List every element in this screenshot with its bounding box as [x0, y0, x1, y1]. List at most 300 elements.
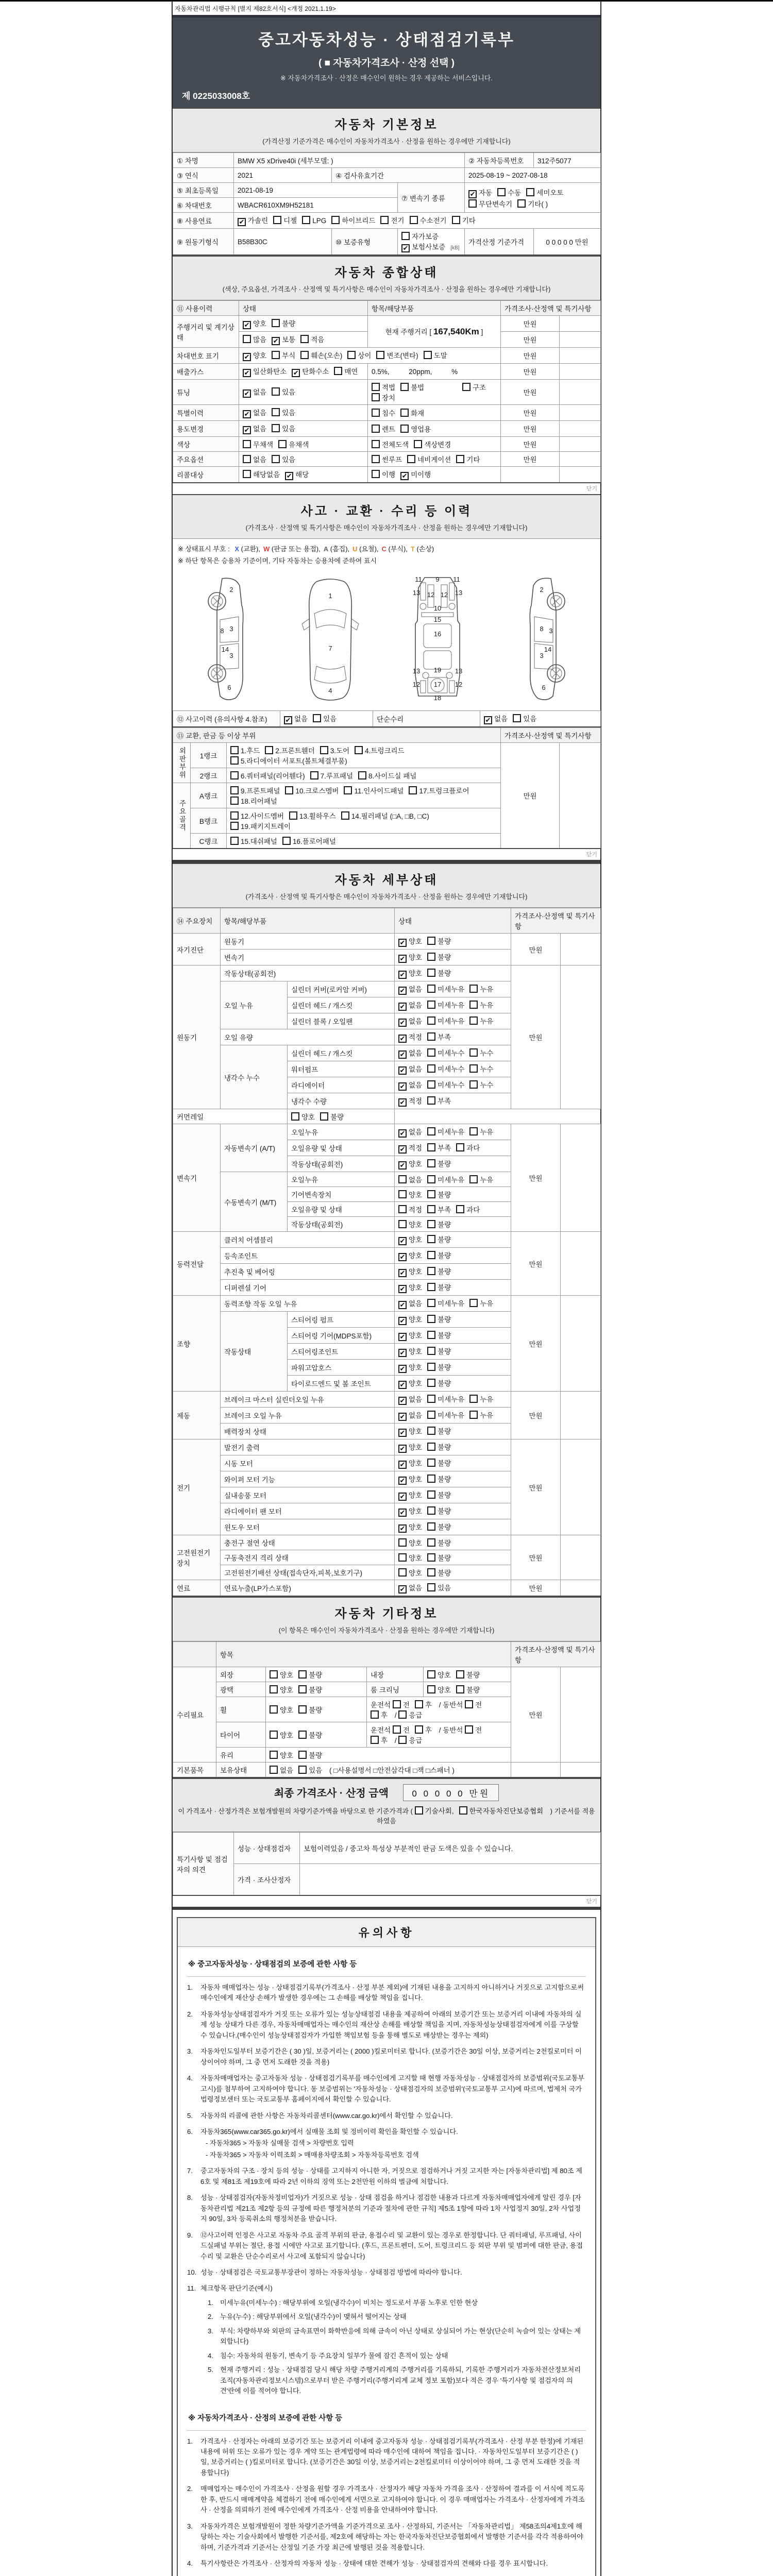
empty-box-icon[interactable]: [372, 393, 380, 401]
checkbox-option[interactable]: [398, 1537, 422, 1548]
empty-box-icon[interactable]: [427, 1267, 435, 1275]
empty-box-icon[interactable]: [398, 1553, 407, 1562]
checked-box-icon[interactable]: ✔: [398, 1317, 407, 1325]
checkbox-option[interactable]: [407, 454, 451, 464]
checkbox-option[interactable]: [469, 1174, 493, 1184]
checked-box-icon[interactable]: ✔: [285, 472, 293, 480]
empty-box-icon[interactable]: [300, 335, 309, 343]
empty-box-icon[interactable]: [230, 796, 239, 805]
collapse-link[interactable]: 닫기: [586, 1899, 597, 1905]
checkbox-option[interactable]: [398, 1266, 422, 1277]
empty-box-icon[interactable]: [371, 1710, 379, 1719]
checkbox-option[interactable]: [427, 1174, 464, 1184]
checked-box-icon[interactable]: ✔: [398, 939, 407, 947]
checkbox-option[interactable]: [484, 713, 508, 724]
checkbox-option[interactable]: [347, 350, 371, 360]
empty-box-icon[interactable]: [334, 367, 342, 375]
empty-box-icon[interactable]: [344, 786, 352, 794]
empty-box-icon[interactable]: [465, 1700, 473, 1708]
empty-box-icon[interactable]: [469, 1080, 478, 1089]
checked-box-icon[interactable]: ✔: [398, 1098, 407, 1107]
empty-box-icon[interactable]: [469, 1299, 478, 1307]
checkbox-option[interactable]: [230, 755, 347, 766]
empty-box-icon[interactable]: [526, 188, 534, 196]
checkbox-option[interactable]: [380, 215, 404, 225]
empty-box-icon[interactable]: [372, 425, 380, 433]
checkbox-option[interactable]: [398, 1063, 422, 1075]
empty-box-icon[interactable]: [398, 1568, 407, 1577]
checkbox-option[interactable]: [427, 1410, 464, 1420]
checked-box-icon[interactable]: ✔: [243, 369, 251, 377]
checkbox-option[interactable]: [427, 1250, 451, 1260]
checkbox-option[interactable]: [427, 1330, 451, 1340]
checkbox-option[interactable]: [459, 1805, 543, 1816]
empty-box-icon[interactable]: [427, 1251, 435, 1259]
checkbox-option[interactable]: [468, 187, 492, 198]
checkbox-option[interactable]: [427, 968, 451, 978]
checkbox-option[interactable]: [415, 1805, 454, 1816]
empty-box-icon[interactable]: [497, 188, 506, 196]
checkbox-option[interactable]: [469, 984, 493, 994]
checkbox-option[interactable]: [427, 1669, 451, 1680]
empty-box-icon[interactable]: [415, 1725, 423, 1734]
empty-box-icon[interactable]: [427, 1685, 435, 1693]
checkbox-option[interactable]: [398, 1394, 422, 1405]
empty-box-icon[interactable]: [427, 1048, 435, 1057]
checkbox-option[interactable]: [230, 770, 305, 781]
checkbox-option[interactable]: [272, 386, 295, 397]
checkbox-option[interactable]: [401, 241, 445, 252]
checked-box-icon[interactable]: ✔: [243, 321, 251, 329]
empty-box-icon[interactable]: [282, 837, 291, 845]
empty-box-icon[interactable]: [427, 1299, 435, 1307]
checkbox-option[interactable]: [398, 968, 422, 979]
checkbox-option[interactable]: [398, 1314, 422, 1325]
checkbox-option[interactable]: [272, 350, 295, 360]
checkbox-option[interactable]: [427, 1204, 451, 1214]
empty-box-icon[interactable]: [427, 1127, 435, 1136]
empty-box-icon[interactable]: [456, 1205, 464, 1213]
checkbox-option[interactable]: [427, 1442, 451, 1452]
checkbox-option[interactable]: [469, 1047, 493, 1058]
checkbox-option[interactable]: [427, 1266, 451, 1276]
empty-box-icon[interactable]: [427, 937, 435, 945]
checkbox-option[interactable]: [427, 952, 451, 962]
empty-box-icon[interactable]: [427, 1143, 435, 1151]
checkbox-option[interactable]: [398, 1567, 422, 1578]
empty-box-icon[interactable]: [456, 1685, 464, 1693]
checkbox-option[interactable]: [372, 382, 395, 392]
checkbox-option[interactable]: [331, 215, 375, 225]
checkbox-option[interactable]: [497, 187, 521, 197]
checked-box-icon[interactable]: ✔: [398, 1365, 407, 1373]
empty-box-icon[interactable]: [265, 746, 273, 754]
checkbox-option[interactable]: [398, 1015, 422, 1027]
checked-box-icon[interactable]: ✔: [398, 1493, 407, 1501]
checkbox-option[interactable]: [300, 334, 324, 344]
empty-box-icon[interactable]: [393, 1700, 401, 1708]
empty-box-icon[interactable]: [298, 1705, 307, 1714]
checkbox-option[interactable]: [270, 1765, 293, 1775]
checkbox-option[interactable]: [398, 1735, 422, 1745]
checkbox-option[interactable]: [372, 423, 395, 434]
empty-box-icon[interactable]: [398, 1175, 407, 1183]
empty-box-icon[interactable]: [427, 969, 435, 977]
checkbox-option[interactable]: [401, 231, 439, 241]
checkbox-option[interactable]: [427, 1234, 451, 1244]
empty-box-icon[interactable]: [273, 216, 281, 224]
empty-box-icon[interactable]: [469, 985, 478, 993]
checkbox-option[interactable]: [320, 745, 349, 755]
empty-box-icon[interactable]: [398, 1736, 407, 1744]
empty-box-icon[interactable]: [410, 216, 418, 224]
checkbox-option[interactable]: [415, 1699, 432, 1709]
checkbox-option[interactable]: [398, 1219, 422, 1229]
checkbox-option[interactable]: [398, 1505, 422, 1517]
empty-box-icon[interactable]: [427, 1583, 435, 1591]
empty-box-icon[interactable]: [427, 1553, 435, 1562]
checkbox-option[interactable]: [398, 1582, 422, 1594]
checkbox-option[interactable]: [272, 334, 295, 345]
empty-box-icon[interactable]: [427, 1522, 435, 1531]
checkbox-option[interactable]: [398, 1142, 422, 1154]
empty-box-icon[interactable]: [393, 1725, 401, 1734]
checkbox-option[interactable]: [424, 350, 447, 360]
empty-box-icon[interactable]: [456, 1670, 464, 1679]
empty-box-icon[interactable]: [427, 1235, 435, 1243]
checked-box-icon[interactable]: ✔: [398, 1397, 407, 1405]
checkbox-option[interactable]: [243, 407, 266, 418]
checkbox-option[interactable]: [243, 439, 273, 449]
checkbox-option[interactable]: [272, 407, 295, 417]
checkbox-option[interactable]: [398, 1079, 422, 1091]
checkbox-option[interactable]: [243, 469, 280, 479]
checkbox-option[interactable]: [398, 1298, 422, 1309]
empty-box-icon[interactable]: [243, 470, 251, 478]
checkbox-option[interactable]: [398, 1709, 422, 1720]
checked-box-icon[interactable]: ✔: [398, 971, 407, 979]
checkbox-option[interactable]: [298, 1750, 322, 1760]
checkbox-option[interactable]: [371, 1735, 388, 1745]
empty-box-icon[interactable]: [427, 1443, 435, 1451]
empty-box-icon[interactable]: [372, 470, 380, 478]
checkbox-option[interactable]: [334, 366, 358, 376]
checkbox-option[interactable]: [398, 1552, 422, 1563]
empty-box-icon[interactable]: [409, 786, 417, 794]
checkbox-option[interactable]: [427, 1489, 451, 1500]
empty-box-icon[interactable]: [465, 1725, 473, 1734]
checkbox-option[interactable]: [265, 745, 314, 755]
checkbox-option[interactable]: [400, 423, 431, 434]
checked-box-icon[interactable]: ✔: [398, 1445, 407, 1453]
checkbox-option[interactable]: [398, 1346, 422, 1357]
empty-box-icon[interactable]: [272, 319, 280, 327]
empty-box-icon[interactable]: [415, 1806, 423, 1815]
checked-box-icon[interactable]: ✔: [398, 987, 407, 995]
empty-box-icon[interactable]: [427, 1395, 435, 1403]
checked-box-icon[interactable]: ✔: [398, 1035, 407, 1043]
checkbox-option[interactable]: [456, 454, 480, 464]
checkbox-option[interactable]: [243, 366, 287, 377]
checkbox-option[interactable]: [427, 1473, 451, 1484]
checkbox-option[interactable]: [358, 770, 416, 781]
checkbox-option[interactable]: [302, 216, 326, 225]
checked-box-icon[interactable]: ✔: [398, 1003, 407, 1011]
checkbox-option[interactable]: [398, 1234, 422, 1245]
empty-box-icon[interactable]: [469, 1048, 478, 1057]
checkbox-option[interactable]: [230, 745, 260, 755]
empty-box-icon[interactable]: [302, 216, 310, 224]
checkbox-option[interactable]: [298, 1669, 322, 1680]
checkbox-option[interactable]: [427, 1362, 451, 1372]
empty-box-icon[interactable]: [230, 811, 239, 820]
empty-box-icon[interactable]: [398, 1220, 407, 1228]
empty-box-icon[interactable]: [398, 1205, 407, 1213]
checkbox-option[interactable]: [427, 1582, 451, 1592]
empty-box-icon[interactable]: [427, 1363, 435, 1371]
checkbox-option[interactable]: [415, 1724, 432, 1735]
checkbox-option[interactable]: [427, 1047, 464, 1058]
checked-box-icon[interactable]: ✔: [468, 190, 477, 198]
empty-box-icon[interactable]: [427, 1283, 435, 1291]
empty-box-icon[interactable]: [347, 351, 356, 359]
empty-box-icon[interactable]: [400, 425, 409, 433]
empty-box-icon[interactable]: [517, 199, 526, 208]
checkbox-option[interactable]: [300, 350, 342, 360]
empty-box-icon[interactable]: [427, 1506, 435, 1515]
checkbox-option[interactable]: [526, 187, 563, 197]
checkbox-option[interactable]: [469, 1079, 493, 1090]
checkbox-option[interactable]: [355, 745, 404, 755]
checkbox-option[interactable]: [427, 1684, 451, 1694]
empty-box-icon[interactable]: [372, 409, 380, 417]
checkbox-option[interactable]: [427, 1219, 451, 1229]
checked-box-icon[interactable]: ✔: [398, 1381, 407, 1389]
empty-box-icon[interactable]: [230, 786, 239, 794]
empty-box-icon[interactable]: [456, 455, 464, 463]
empty-box-icon[interactable]: [427, 1016, 435, 1025]
empty-box-icon[interactable]: [372, 440, 380, 448]
empty-box-icon[interactable]: [270, 1766, 278, 1774]
checked-box-icon[interactable]: ✔: [398, 1253, 407, 1261]
checkbox-option[interactable]: [230, 795, 277, 806]
checkbox-option[interactable]: [456, 1669, 480, 1680]
checkbox-option[interactable]: [372, 454, 402, 464]
checkbox-option[interactable]: [273, 215, 297, 225]
empty-box-icon[interactable]: [469, 1064, 478, 1073]
empty-box-icon[interactable]: [427, 985, 435, 993]
checked-box-icon[interactable]: ✔: [398, 1461, 407, 1469]
checkbox-option[interactable]: [400, 408, 424, 418]
checkbox-option[interactable]: [469, 1126, 493, 1137]
empty-box-icon[interactable]: [230, 822, 239, 830]
checked-box-icon[interactable]: ✔: [243, 410, 251, 418]
checkbox-option[interactable]: [320, 1111, 344, 1122]
checkbox-option[interactable]: [398, 1204, 422, 1214]
empty-box-icon[interactable]: [272, 387, 280, 396]
empty-box-icon[interactable]: [427, 953, 435, 961]
checkbox-option[interactable]: [462, 382, 486, 392]
checkbox-option[interactable]: [344, 785, 404, 795]
checkbox-option[interactable]: [291, 1111, 315, 1122]
checked-box-icon[interactable]: ✔: [398, 1285, 407, 1293]
checked-box-icon[interactable]: ✔: [284, 716, 292, 724]
checkbox-option[interactable]: [298, 1730, 322, 1740]
checked-box-icon[interactable]: ✔: [292, 369, 300, 377]
empty-box-icon[interactable]: [298, 1685, 307, 1693]
checkbox-option[interactable]: [398, 936, 422, 947]
checked-box-icon[interactable]: ✔: [484, 716, 492, 724]
checkbox-option[interactable]: [398, 1031, 422, 1043]
checkbox-option[interactable]: [285, 785, 339, 795]
checked-box-icon[interactable]: ✔: [398, 1066, 407, 1075]
checkbox-option[interactable]: [468, 198, 512, 209]
empty-box-icon[interactable]: [427, 1190, 435, 1198]
checked-box-icon[interactable]: ✔: [398, 1585, 407, 1594]
checkbox-option[interactable]: [398, 1174, 422, 1184]
checkbox-option[interactable]: [398, 1473, 422, 1485]
checked-box-icon[interactable]: ✔: [398, 1050, 407, 1059]
checked-box-icon[interactable]: ✔: [398, 1429, 407, 1437]
empty-box-icon[interactable]: [272, 455, 280, 463]
empty-box-icon[interactable]: [427, 1490, 435, 1499]
checkbox-option[interactable]: [238, 215, 268, 226]
checked-box-icon[interactable]: ✔: [398, 1237, 407, 1245]
empty-box-icon[interactable]: [427, 1205, 435, 1213]
checkbox-option[interactable]: [398, 1442, 422, 1453]
checkbox-option[interactable]: [270, 1730, 293, 1740]
checkbox-option[interactable]: [243, 386, 266, 398]
empty-box-icon[interactable]: [513, 714, 521, 722]
empty-box-icon[interactable]: [371, 1736, 379, 1744]
collapse-link[interactable]: 닫기: [586, 486, 597, 492]
checkbox-option[interactable]: [285, 469, 309, 480]
checkbox-option[interactable]: [456, 1204, 480, 1214]
checkbox-option[interactable]: [427, 1079, 464, 1090]
empty-box-icon[interactable]: [407, 455, 415, 463]
empty-box-icon[interactable]: [468, 199, 477, 208]
empty-box-icon[interactable]: [230, 771, 239, 779]
empty-box-icon[interactable]: [380, 216, 389, 224]
checkbox-option[interactable]: [427, 1142, 451, 1153]
checkbox-option[interactable]: [284, 713, 308, 724]
checked-box-icon[interactable]: ✔: [238, 218, 246, 226]
checkbox-option[interactable]: [427, 1189, 451, 1199]
empty-box-icon[interactable]: [469, 1411, 478, 1419]
checkbox-option[interactable]: [427, 1282, 451, 1292]
empty-box-icon[interactable]: [398, 1190, 407, 1198]
checked-box-icon[interactable]: ✔: [398, 1333, 407, 1341]
checkbox-option[interactable]: [398, 1521, 422, 1533]
checkbox-option[interactable]: [272, 454, 295, 464]
checkbox-option[interactable]: [469, 1298, 493, 1308]
checkbox-option[interactable]: [298, 1765, 322, 1775]
checkbox-option[interactable]: [427, 1063, 464, 1074]
empty-box-icon[interactable]: [427, 1175, 435, 1183]
empty-box-icon[interactable]: [298, 1766, 307, 1774]
checkbox-option[interactable]: [272, 423, 295, 433]
empty-box-icon[interactable]: [469, 1127, 478, 1136]
empty-box-icon[interactable]: [270, 1751, 278, 1759]
checkbox-option[interactable]: [517, 198, 548, 209]
checkbox-option[interactable]: [372, 469, 395, 479]
checked-box-icon[interactable]: ✔: [400, 472, 409, 480]
checkbox-option[interactable]: [398, 1378, 422, 1389]
checkbox-option[interactable]: [513, 713, 536, 723]
checkbox-option[interactable]: [409, 785, 469, 795]
checkbox-option[interactable]: [427, 1126, 464, 1137]
empty-box-icon[interactable]: [427, 1220, 435, 1228]
empty-box-icon[interactable]: [270, 1731, 278, 1739]
checkbox-option[interactable]: [230, 836, 277, 846]
checkbox-option[interactable]: [427, 1552, 451, 1563]
checked-box-icon[interactable]: ✔: [272, 337, 280, 345]
empty-box-icon[interactable]: [230, 746, 239, 754]
empty-box-icon[interactable]: [341, 811, 349, 820]
checkbox-option[interactable]: [465, 1699, 482, 1709]
checkbox-option[interactable]: [243, 454, 266, 464]
checkbox-option[interactable]: [456, 1684, 480, 1694]
checked-box-icon[interactable]: ✔: [398, 1509, 407, 1517]
empty-box-icon[interactable]: [230, 756, 239, 765]
checkbox-option[interactable]: [292, 366, 329, 377]
empty-box-icon[interactable]: [313, 714, 321, 722]
checkbox-option[interactable]: [427, 1505, 451, 1516]
checkbox-option[interactable]: [398, 1362, 422, 1373]
empty-box-icon[interactable]: [415, 1700, 423, 1708]
empty-box-icon[interactable]: [456, 1143, 464, 1151]
checkbox-option[interactable]: [298, 1684, 322, 1694]
empty-box-icon[interactable]: [459, 1806, 467, 1815]
checkbox-option[interactable]: [398, 952, 422, 963]
empty-box-icon[interactable]: [427, 1064, 435, 1073]
checkbox-option[interactable]: [398, 1458, 422, 1469]
checkbox-option[interactable]: [410, 215, 447, 225]
checkbox-option[interactable]: [452, 215, 476, 225]
checkbox-option[interactable]: [400, 382, 424, 392]
checkbox-option[interactable]: [372, 392, 395, 402]
checkbox-option[interactable]: [230, 785, 280, 795]
checked-box-icon[interactable]: ✔: [398, 1524, 407, 1533]
checkbox-option[interactable]: [456, 1142, 480, 1153]
checkbox-option[interactable]: [427, 1095, 451, 1106]
checkbox-option[interactable]: [427, 1521, 451, 1532]
checkbox-option[interactable]: [398, 1426, 422, 1437]
empty-box-icon[interactable]: [452, 216, 460, 224]
checked-box-icon[interactable]: ✔: [398, 1301, 407, 1309]
empty-box-icon[interactable]: [310, 771, 318, 779]
empty-box-icon[interactable]: [291, 1112, 299, 1121]
checkbox-option[interactable]: [398, 1410, 422, 1421]
checkbox-option[interactable]: [371, 1709, 388, 1720]
checkbox-option[interactable]: [469, 1015, 493, 1026]
empty-box-icon[interactable]: [372, 455, 380, 463]
empty-box-icon[interactable]: [469, 1175, 478, 1183]
checkbox-option[interactable]: [270, 1750, 293, 1760]
empty-box-icon[interactable]: [427, 1096, 435, 1105]
empty-box-icon[interactable]: [298, 1731, 307, 1739]
checkbox-option[interactable]: [427, 984, 464, 994]
checkbox-option[interactable]: [372, 408, 395, 418]
empty-box-icon[interactable]: [270, 1685, 278, 1693]
checkbox-option[interactable]: [270, 1684, 293, 1694]
checked-box-icon[interactable]: ✔: [398, 1269, 407, 1277]
empty-box-icon[interactable]: [427, 1159, 435, 1167]
empty-box-icon[interactable]: [243, 335, 251, 343]
checkbox-option[interactable]: [393, 1724, 410, 1735]
empty-box-icon[interactable]: [355, 746, 363, 754]
empty-box-icon[interactable]: [427, 1379, 435, 1387]
